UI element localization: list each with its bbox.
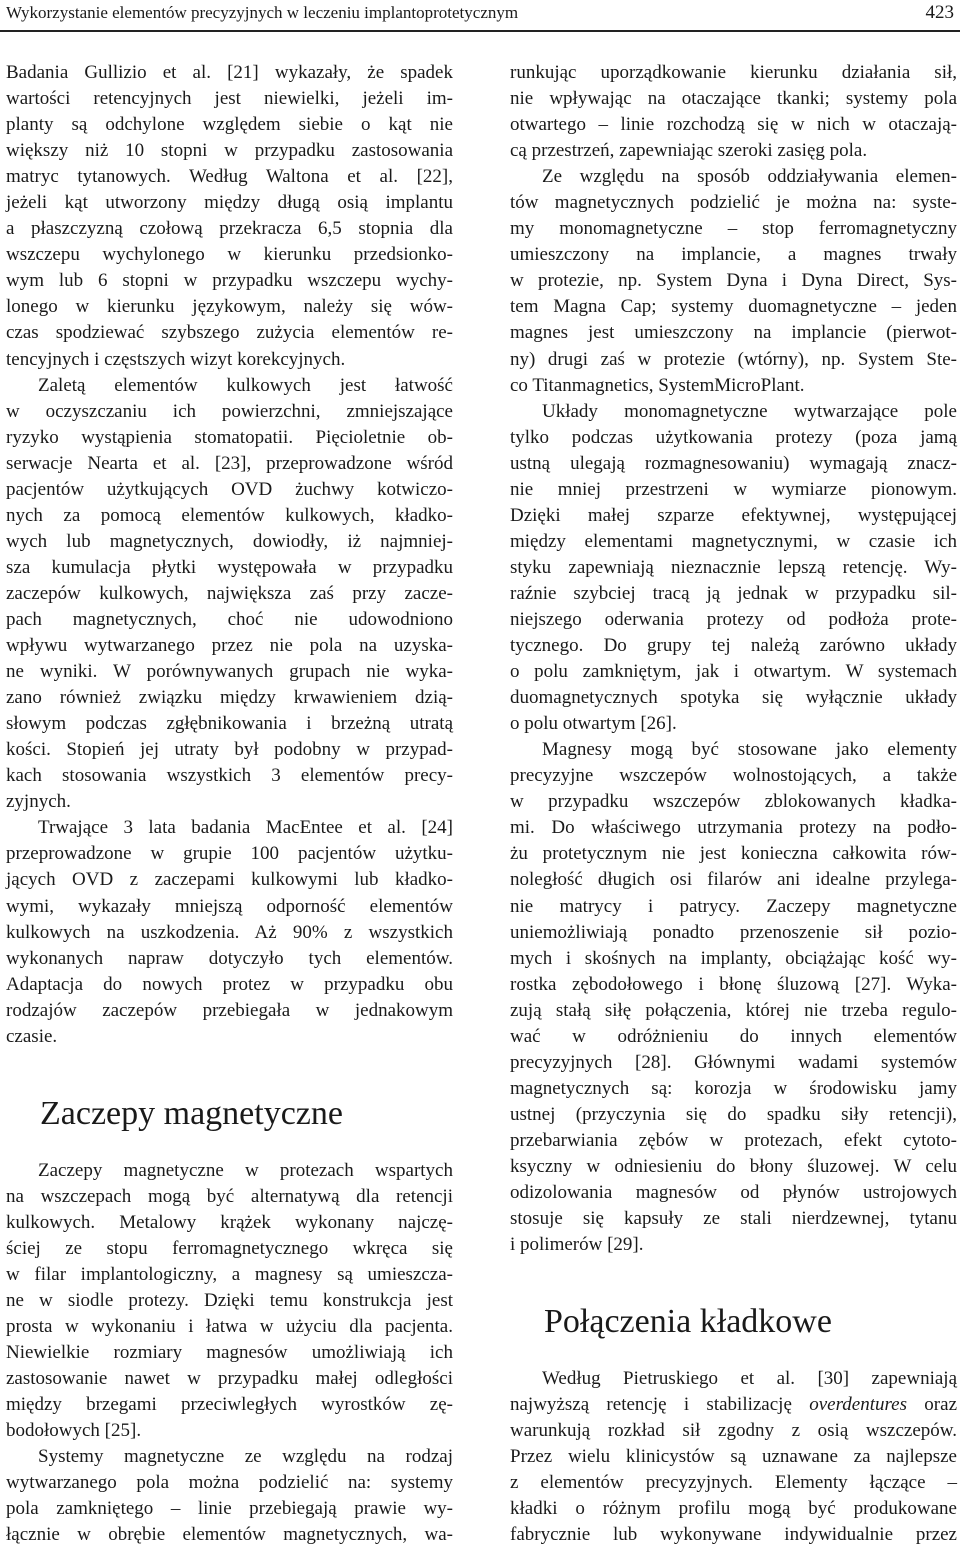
text-line: Dzięki małej szparze efektywnej, występującej [510, 504, 957, 526]
text-line: styku zapewniają nieznacznie lepszą retencję. Wy- [510, 556, 957, 578]
paragraph [6, 1158, 453, 1445]
text-line: kach stosowania wszystkich 3 elementów precy- [6, 765, 453, 787]
text-line: zastosowanie nawet w przypadku małej odległości [6, 1368, 453, 1390]
text-line: wym lub 6 stopni w przypadku wszczepu wychy- [6, 270, 453, 292]
text-line: ny) drugi zaś w protezie (wtórny), np. System Ste- [510, 348, 957, 370]
text-line: planty są odchylone względem siebie o kąt nie [6, 114, 453, 136]
text-line: Badania Gullizio et al. [21] wykazały, że spadek [6, 62, 453, 83]
text-line: Układy monomagnetyczne wytwarzające pole [542, 400, 957, 422]
text-line: wytwarzanego pola można podzielić na: systemy [6, 1472, 453, 1494]
left-column [6, 60, 453, 1548]
text-line: Magnesy mogą być stosowane jako elementy [542, 739, 957, 761]
page-number: 423 [925, 2, 954, 23]
right-column [510, 60, 957, 1548]
text-line: czas spodziewać szybszego zużycia elementów re- [6, 322, 453, 344]
text-line: ksyczny w odniesieniu do błony śluzowej. W celu [510, 1155, 957, 1177]
text-line: większy niż 10 stopni w przypadku zastosowania [6, 140, 453, 162]
paragraph [6, 60, 453, 373]
text-line: Według Pietruskiego et al. [30] zapewniają [542, 1368, 957, 1390]
text-line: z elementów precyzyjnych. Elementy łączące – [510, 1472, 957, 1494]
text-line: Przez wielu klinicystów są uznawane za najlepsze [510, 1446, 957, 1468]
text-line: ne w siodle protezy. Dzięki temu konstrukcja jest [6, 1290, 453, 1312]
text-line: kulkowych. Metalowy krążek wykonany najczę- [6, 1211, 453, 1233]
running-title: Wykorzystanie elementów precyzyjnych w leczeniu implantoprotetycznym [6, 3, 519, 22]
text-line: lonego w kierunku językowym, należy się wów- [6, 296, 453, 318]
text-line: matryc tytanowych. Według Waltona et al. [22], [6, 166, 453, 188]
text-line: sza kumulacja płytki występowała w przypadku [6, 556, 453, 578]
spacer [6, 1050, 453, 1094]
text-line: przeprowadzone w grupie 100 pacjentów użytku- [6, 843, 453, 865]
text-line: Zaletą elementów kulkowych jest łatwość [38, 374, 453, 396]
header-rule [0, 30, 960, 32]
text-line: słowym podczas zgłębnikowania i brzeżną utratą [6, 713, 453, 735]
text-line: przebarwiania zębów w protezach, efekt cytoto- [510, 1129, 957, 1151]
text-line: nie wpływając na otaczające tkanki; systemy pola [510, 88, 957, 110]
text-line: nie mniej przestrzeni w wymiarze pionowym. [510, 478, 957, 500]
text-line: Systemy magnetyczne ze względu na rodzaj [38, 1446, 453, 1468]
spacer [510, 1258, 957, 1302]
text-line: my monomagnetyczne – stop ferromagnetyczny [510, 218, 957, 240]
text-line: bodołowych [25]. [6, 1420, 142, 1442]
running-header [0, 0, 960, 26]
text-line: warunkują rozkład sił zgodny z osią wszczepów. [510, 1420, 957, 1442]
text-line: między elementami magnetycznymi, w czasie ich [510, 530, 957, 552]
text-line [510, 1392, 957, 1418]
paragraph [6, 815, 453, 1049]
text-line: w protezie, np. System Dyna i Dyna Direct, Sys- [510, 270, 957, 292]
text-line: kulkowych na uszkodzenia. Aż 90% z wszystkich [6, 921, 453, 943]
text-line: łącznie w obrębie elementów magnetycznych, wa- [6, 1524, 453, 1546]
text-line: Trwające 3 lata badania MacEntee et al. [24] [38, 817, 453, 839]
text-line: zano również związku między krwawieniem dzią- [6, 687, 453, 709]
spacer [510, 1342, 957, 1366]
text-line: pacjentów użytkujących OVD żuchwy kotwiczo- [6, 478, 453, 500]
text-line: fabrycznie lub wykonywane indywidualnie przez [510, 1524, 957, 1546]
text-line: jących OVD z zaczepami kulkowymi lub kładko- [6, 869, 453, 891]
text-line: runkując uporządkowanie kierunku działania sił, [510, 62, 957, 83]
text-line: prosta w wykonaniu i łatwa w użyciu dla pacjenta. [6, 1316, 453, 1338]
text-line: w oczyszczaniu ich powierzchni, zmniejszające [6, 400, 453, 422]
text-line: tycznego. Do grupy tej należą zarówno układy [510, 635, 957, 657]
text-line: Niewielkie rozmiary magnesów umożliwiają ich [6, 1342, 453, 1364]
paragraph [510, 399, 957, 738]
text-line: wykonanych napraw dotyczyło tych elementów. [6, 947, 453, 969]
text-line: mych i skośnych na implanty, obciążając kość wy- [510, 947, 957, 969]
text-line: wpływu wytwarzanego przez nie pola na uzyska- [6, 635, 453, 657]
text-line: wać w odróżnieniu do innych elementów [510, 1025, 957, 1047]
text-line: na wszczepach mogą być alternatywą dla retencji [6, 1185, 453, 1207]
text-line: żu protetycznym nie jest konieczna całkowita rów- [510, 843, 957, 865]
text-line: kładki o różnym profilu mogą być produkowane [510, 1498, 957, 1520]
text-line: pach magnetycznych, choć nie udowodniono [6, 608, 453, 630]
paragraph [510, 1366, 957, 1548]
paragraph [510, 164, 957, 398]
text-line: tów magnetycznych podzielić je można na: syste- [510, 192, 957, 214]
text-line: co Titanmagnetics, SystemMicroPlant. [510, 374, 805, 396]
text-line: mi. Do właściwego utrzymania protezy na podło- [510, 817, 957, 839]
text-line: nych za pomocą elementów kulkowych, kładko- [6, 504, 453, 526]
text-line: ustnej (przyczynia się do spadku siły retencji), [510, 1103, 957, 1125]
text-line: raźnie szybciej tracą ją jednak w przypadku sil- [510, 582, 957, 604]
text-line: niejszego oderwania protezy od podłoża prote- [510, 608, 957, 630]
text-line: noległość długich osi filarów ani idealne przylega- [510, 869, 957, 891]
text-line: otwartego – linie rozchodzą się w nich w otaczają- [510, 114, 957, 136]
text-line: i polimerów [29]. [510, 1234, 644, 1256]
section-heading: Połączenia kładkowe [544, 1303, 832, 1341]
text-line: a płaszczyzną czołową przekracza 6,5 stopnia dla [6, 218, 453, 240]
text-line: magnetycznych są: korozja w środowisku jamy [510, 1077, 957, 1099]
text-line: jeżeli kąt utworzony między długą osią implantu [6, 192, 453, 214]
text-line: zują stałą siłę połączenia, której nie trzeba regulo- [510, 999, 957, 1021]
text-line: cą przestrzeń, zapewniając szeroki zasięg pola. [510, 140, 868, 162]
text-line: tylko podczas użytkowania protezy (poza jamą [510, 426, 957, 448]
italic-term: overdentures [809, 1394, 907, 1416]
text-line: wych lub magnetycznych, dowiodły, iż najmniej- [6, 530, 453, 552]
text-line: rodzajów zaczepów przebiegała w jednakowym [6, 999, 453, 1021]
text-line: tem Magna Cap; systemy duomagnetyczne – jeden [510, 296, 957, 318]
text-line: umieszczony na implancie, a magnes trwały [510, 244, 957, 266]
text-line: precyzyjne wszczepów wolnostojących, a także [510, 765, 957, 787]
spacer [6, 1134, 453, 1158]
text-line: ne wyniki. W porównywanych grupach nie wyka- [6, 661, 453, 683]
text-line: nie matrycy i patrycy. Zaczepy magnetyczne [510, 895, 957, 917]
text-line: magnes jest umieszczony na implancie (pierwot- [510, 322, 957, 344]
text-run: oraz [907, 1394, 957, 1416]
text-line: zaczepów kulkowych, największa zaś przy zacze- [6, 582, 453, 604]
text-line: wartości retencyjnych jest niewielki, jeżeli im- [6, 88, 453, 110]
text-line: w filar implantologiczny, a magnesy są umieszcza- [6, 1263, 453, 1285]
text-line: pola zamkniętego – linie przebiegają prawie wy- [6, 1498, 453, 1520]
text-line: Adaptacja do nowych protez w przypadku obu [6, 973, 453, 995]
text-line: Ze względu na sposób oddziaływania elemen- [542, 166, 957, 188]
paragraph [6, 1444, 453, 1548]
section-heading: Zaczepy magnetyczne [40, 1094, 343, 1132]
text-line: odizolowania magnesów od płynów ustrojowych [510, 1182, 957, 1204]
text-line: rostka zębodołowego i błonę śluzową [27]. Wyka- [510, 973, 957, 995]
text-line: wszczepu wychylonego w kierunku przedsionko- [6, 244, 453, 266]
text-line: duomagnetycznych spotyka się wyłącznie układy [510, 687, 957, 709]
text-run: najwyższą retencję i stabilizację [510, 1394, 810, 1416]
text-line: uniemożliwiają ponadto przenoszenie sił pozio- [510, 921, 957, 943]
text-line: zyjnych. [6, 791, 71, 813]
text-line: o polu zamkniętym, jak i otwartym. W systemach [510, 661, 957, 683]
paragraph [510, 737, 957, 1258]
text-line: tencyjnych i częstszych wizyt korekcyjnych. [6, 348, 346, 370]
text-line: Zaczepy magnetyczne w protezach wspartych [38, 1159, 453, 1181]
paragraph [6, 373, 453, 816]
text-line: między brzegami przeciwległych wyrostków zę- [6, 1394, 453, 1416]
text-line: ryzyko wystąpienia stomatopatii. Pięcioletnie ob- [6, 426, 453, 448]
text-line: czasie. [6, 1025, 58, 1047]
paragraph [510, 60, 957, 164]
text-line: kości. Stopień jej utraty był podobny w przypad- [6, 739, 453, 761]
text-line: o polu otwartym [26]. [510, 713, 677, 735]
text-line: stosuje się kapsuły ze stali nierdzewnej, tytanu [510, 1208, 957, 1230]
text-line: w przypadku wszczepów zblokowanych kładka- [510, 791, 957, 813]
text-line: precyzyjnych [28]. Głównymi wadami systemów [510, 1051, 957, 1073]
text-line: wymi, wykazały mniejszą odporność elementów [6, 895, 453, 917]
text-line: serwacje Nearta et al. [23], przeprowadzone wśród [6, 452, 453, 474]
text-line: ustną ulegają rozmagnesowaniu) wymagają znacz- [510, 452, 957, 474]
text-line: ściej ze stopu ferromagnetycznego wkręca się [6, 1237, 453, 1259]
